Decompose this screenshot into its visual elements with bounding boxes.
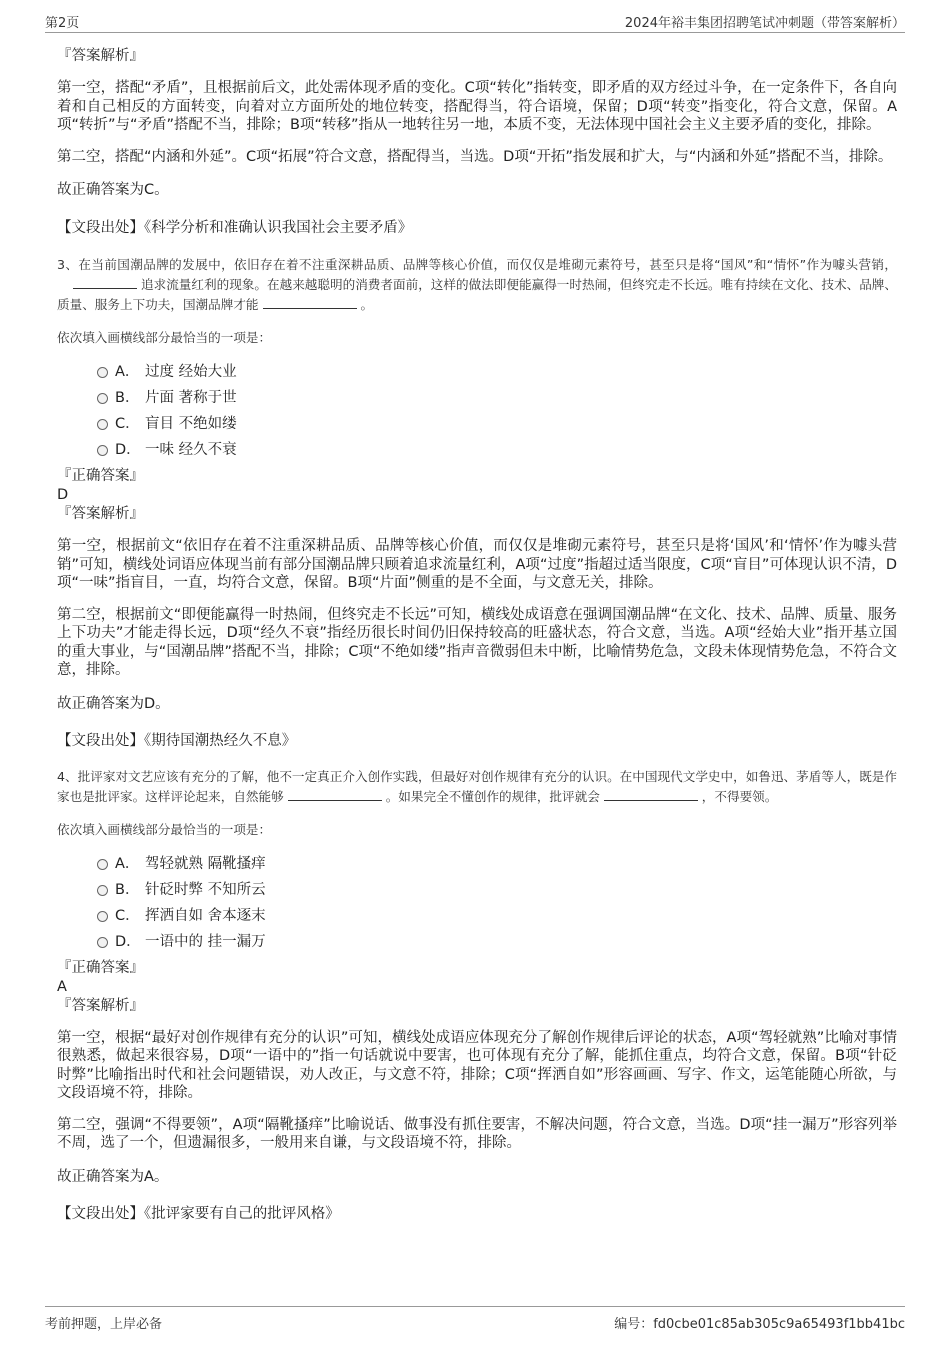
question-3-text [57,255,897,315]
question-4-instruction: 依次填入画横线部分最恰当的一项是： [57,821,272,837]
correct-answer-label: 『正确答案』 [57,959,144,976]
page-header [45,12,905,32]
analysis-paragraph-1: 第一空，根据“最好对创作规律有充分的认识”可知，横线处成语应体现充分了解创作规律后评论的状态，A项“驾轻就熟”比喻对事情很熟悉，做起来很容易，D项“一语中的”指一句话就说中要害，也可体现有充分了解，能抓住重点，均符合文意，保留。B项“针砭时弊”比喻指出时代和社会问题错误，劝人改正，与文意不符，排除；C项“挥洒自如”形容画画、写字、作文，运笔能随心所欲，与文段语境不符，排除。 [57,1029,897,1101]
radio-button[interactable] [97,859,108,870]
option-b[interactable] [57,877,897,903]
conclusion: 故正确答案为C。 [57,182,169,198]
correct-answer-label: 『正确答案』 [57,468,144,484]
question-4-text [57,767,897,807]
answer-blank [604,788,698,801]
question-3-instruction: 依次填入画横线部分最恰当的一项是： [57,330,272,345]
option-a[interactable] [57,851,897,877]
option-a[interactable] [57,359,897,385]
option-letter: D． [115,933,141,950]
option-text: 片面 著称于世 [145,390,237,406]
source-citation: 【文段出处】《期待国潮热经久不息》 [57,733,297,749]
conclusion: 故正确答案为A。 [57,1168,169,1185]
analysis-label: 『答案解析』 [57,506,144,522]
radio-button[interactable] [97,911,108,922]
answer-blank [263,296,357,309]
option-text: 盲目 不绝如缕 [145,416,237,432]
option-b[interactable] [57,385,897,411]
option-text: 针砭时弊 不知所云 [145,881,266,898]
radio-button[interactable] [97,445,108,456]
source-citation: 【文段出处】《科学分析和准确认识我国社会主要矛盾》 [57,219,413,236]
option-c[interactable] [57,903,897,929]
radio-button[interactable] [97,419,108,430]
question-3-text-part: 3、在当前国潮品牌的发展中，依旧存在着不注重深耕品质、品牌等核心价值，而仅仅是堆砌元素符号，甚至只是将“国风”和“情怀”作为噱头营销， [57,257,897,272]
option-d[interactable] [57,929,897,955]
answer-blank [288,788,382,801]
option-letter: A． [115,364,140,380]
analysis-paragraph-2: 第二空，搭配“内涵和外延”。C项“拓展”符合文意，搭配得当，当选。D项“开拓”指发展和扩大，与“内涵和外延”搭配不当，排除。 [57,148,893,165]
option-text: 驾轻就熟 隔靴搔痒 [145,855,266,872]
question-3-text-part: 。 [360,297,374,312]
header-divider [45,32,905,33]
analysis-paragraph-1: 第一空，搭配“矛盾”，且根据前后文，此处需体现矛盾的变化。C项“转化”指转变，即矛盾的双方经过斗争，在一定条件下，各自向着和自己相反的方面转变，向着对立方面所处的地位转变，搭配得当，符合语境，保留；D项“转变”指变化，符合文意，保留。A项“转折”与“矛盾”搭配不当，排除；B项“转移”指从一地转往另一地，本质不变，无法体现中国社会主义主要矛盾的变化，排除。 [57,80,897,133]
option-text: 挥洒自如 舍本逐末 [145,907,266,924]
answer-blank [73,276,137,289]
correct-answer: D [57,487,69,503]
option-letter: C． [115,416,140,432]
document-title: 2024年裕丰集团招聘笔试冲刺题（带答案解析） [624,16,905,31]
conclusion: 故正确答案为D。 [57,695,170,712]
radio-button[interactable] [97,393,108,404]
page-number: 第2页 [45,16,80,31]
question-4-text-part: ，不得要领。 [701,788,778,804]
document-id: 编号：fd0cbe01c85ab305c9a65493f1bb41bc [614,1317,905,1332]
question-3-text-part: 追求流量红利的现象。在越来越聪明的消费者面前，这样的做法即便能赢得一时热闹，但终究走不长远。唯有持续在文化、技术、品牌、质量、服务上下功夫，国潮品牌才能 [57,277,897,312]
radio-button[interactable] [97,937,108,948]
option-d[interactable] [57,437,897,463]
correct-answer: A [57,978,67,995]
footer-slogan: 考前押题，上岸必备 [45,1317,163,1332]
option-letter: B． [115,881,140,898]
question-4-text-part: 4、批评家对文艺应该有充分的了解，他不一定真正介入创作实践，但最好对创作规律有充分的认识。在中国现代文学史中，如鲁迅、茅盾等人，既是作家也是批评家。这样评论起来，自然能够 [57,768,897,804]
option-text: 过度 经始大业 [145,364,237,380]
question-3-options [57,359,897,463]
question-4-text-part: 。如果完全不懂创作的规律，批评就会 [385,788,600,804]
source-citation: 【文段出处】《批评家要有自己的批评风格》 [57,1206,340,1222]
option-letter: A． [115,855,140,872]
analysis-paragraph-2: 第二空，强调“不得要领”，A项“隔靴搔痒”比喻说话、做事没有抓住要害，不解决问题，符合文意，当选。D项“挂一漏万”形容列举不周，选了一个，但遗漏很多，一般用来自谦，与文段语境不符，排除。 [57,1116,897,1151]
footer-divider [45,1306,905,1307]
radio-button[interactable] [97,885,108,896]
option-text: 一语中的 挂一漏万 [145,933,266,950]
analysis-label: 『答案解析』 [57,48,144,64]
option-text: 一味 经久不衰 [145,442,237,458]
page-footer [45,1313,905,1331]
option-letter: D． [115,442,141,458]
analysis-paragraph-1: 第一空，根据前文“依旧存在着不注重深耕品质、品牌等核心价值，而仅仅是堆砌元素符号，甚至只是将‘国风’和‘情怀’作为噱头营销”可知，横线处词语应体现当前有部分国潮品牌只顾着追求流量红利，A项“过度”指超过适当限度，C项“盲目”可体现认识不清，D项“一味”指盲目，一直，均符合文意，保留。B项“片面”侧重的是不全面，与文意无关，排除。 [57,538,897,591]
option-letter: B． [115,390,140,406]
analysis-paragraph-2: 第二空，根据前文“即便能赢得一时热闹，但终究走不长远”可知，横线处成语意在强调国潮品牌“在文化、技术、品牌、质量、服务上下功夫”才能走得长远，D项“经久不衰”指经历很长时间仍旧保持较高的旺盛状态，符合文意，当选。A项“经始大业”指开基立国的重大事业，与“国潮品牌”搭配不当，排除；C项“不绝如缕”指声音微弱但未中断，比喻情势危急，文段未体现情势危急，不符合文意，排除。 [57,606,897,678]
analysis-label: 『答案解析』 [57,997,144,1014]
question-4-options [57,851,897,955]
option-letter: C． [115,907,140,924]
radio-button[interactable] [97,367,108,378]
option-c[interactable] [57,411,897,437]
main-content [57,46,897,1224]
